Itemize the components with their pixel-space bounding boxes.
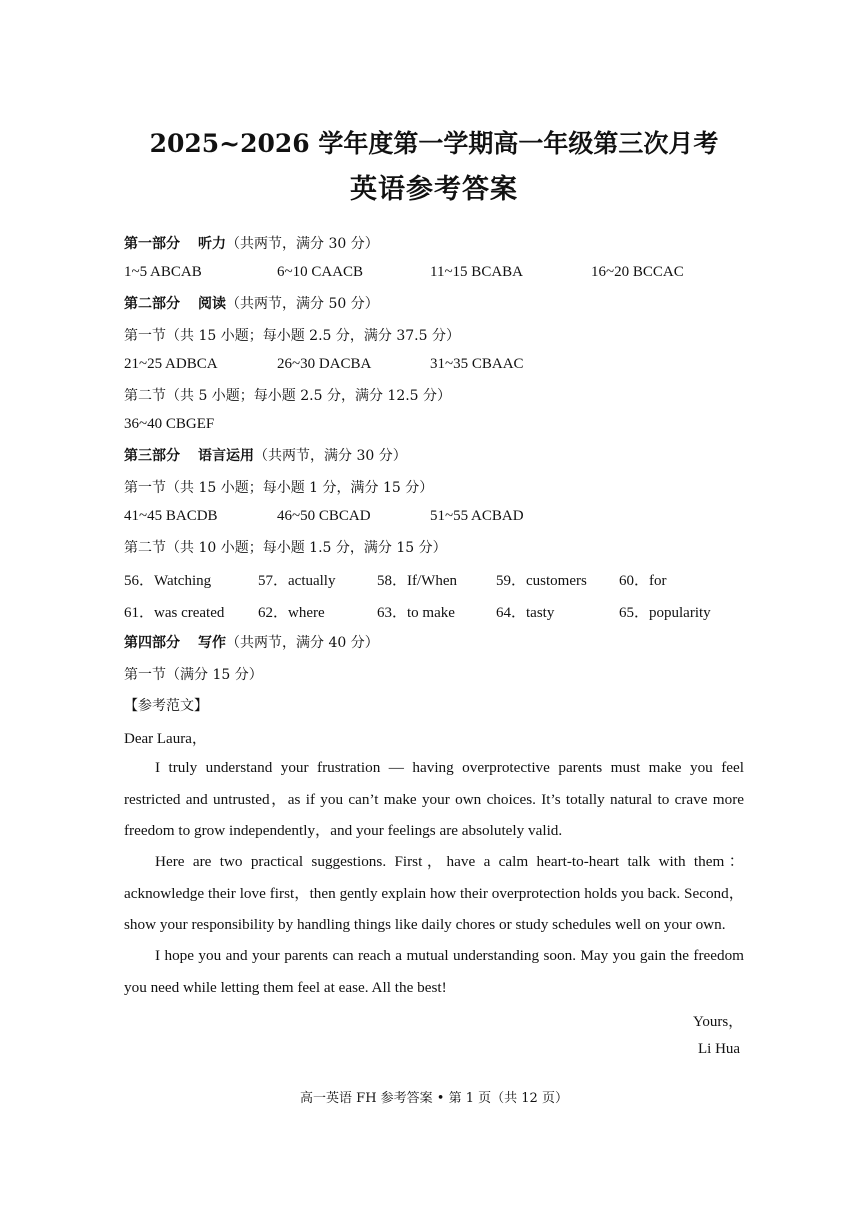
- blank-answer: 65．popularity: [619, 605, 711, 621]
- blank-answer: 63．to make: [377, 605, 455, 621]
- page-footer: 高一英语 FH 参考答案 • 第 1 页（共 12 页）: [300, 1091, 568, 1106]
- blank-answer: 60．for: [619, 573, 667, 589]
- blank-answer: 62．where: [258, 605, 325, 621]
- paragraph-text: I hope you and your parents can reach a mutual understanding soon. May you gain the freedom you need while letting them feel at ease. All the best!: [124, 947, 744, 996]
- answer-group: 16~20 BCCAC: [591, 264, 684, 280]
- blank-answer: 58．If/When: [377, 573, 457, 589]
- part1-number: 第一部分: [124, 236, 180, 252]
- part2-heading: [124, 293, 379, 313]
- part2-section2-note: 第二节（共 5 小题；每小题 2.5 分，满分 12.5 分）: [124, 388, 452, 404]
- exam-title: 2025~2026 学年度第一学期高一年级第三次月考: [149, 129, 719, 158]
- part1-heading: [124, 233, 379, 253]
- part1-note: （共两节，满分 30 分）: [226, 236, 379, 252]
- blank-answer: 61．was created: [124, 605, 225, 621]
- part3-section2-note: 第二节（共 10 小题；每小题 1.5 分，满分 15 分）: [124, 540, 447, 556]
- part2-number: 第二部分: [124, 296, 180, 312]
- part3-section1-note: 第一节（共 15 小题；每小题 1 分，满分 15 分）: [124, 480, 434, 496]
- part1-name: 听力: [198, 236, 226, 252]
- answer-group: 36~40 CBGEF: [124, 416, 215, 432]
- part3-note: （共两节，满分 30 分）: [254, 448, 407, 464]
- letter-paragraph: [124, 846, 744, 941]
- blank-answer: 59．customers: [496, 573, 587, 589]
- letter-closing: Yours，: [693, 1014, 744, 1030]
- letter-signature: Li Hua: [698, 1041, 741, 1057]
- answer-group: 1~5 ABCAB: [124, 264, 202, 280]
- blank-answer: 56．Watching: [124, 573, 212, 589]
- document-subtitle: 英语参考答案: [350, 174, 518, 205]
- letter-paragraph: [124, 752, 744, 847]
- letter-paragraph: [124, 940, 744, 1003]
- part4-name: 写作: [198, 635, 226, 651]
- part2-note: （共两节，满分 50 分）: [226, 296, 379, 312]
- part4-heading: [124, 632, 379, 652]
- part4-number: 第四部分: [124, 635, 180, 651]
- answer-group: 11~15 BCABA: [430, 264, 523, 280]
- part3-name: 语言运用: [198, 448, 254, 464]
- answer-group: 41~45 BACDB: [124, 508, 218, 524]
- paragraph-text: I truly understand your frustration — having overprotective parents must make you feel restricted and untrusted，as if you can’t make your own choices. It’s totally natural to crave more freedom to grow independently，and your feelings are absolutely valid.: [124, 759, 744, 839]
- answer-group: 6~10 CAACB: [277, 264, 364, 280]
- part2-name: 阅读: [198, 296, 226, 312]
- part3-number: 第三部分: [124, 448, 180, 464]
- answer-group: 21~25 ADBCA: [124, 356, 218, 372]
- part4-note: （共两节，满分 40 分）: [226, 635, 379, 651]
- answer-group: 46~50 CBCAD: [277, 508, 371, 524]
- paragraph-text: Here are two practical suggestions. First，have a calm heart-to-heart talk with them：acknowledge their love first，then gently explain how their overprotection holds you back. Second，show your responsibility by handling things like daily chores or study schedules well on your own.: [124, 853, 744, 933]
- letter-greeting: Dear Laura，: [124, 731, 207, 747]
- blank-answer: 57．actually: [258, 573, 336, 589]
- answer-group: 26~30 DACBA: [277, 356, 372, 372]
- answer-group: 51~55 ACBAD: [430, 508, 524, 524]
- sample-essay-label: 【参考范文】: [124, 698, 208, 714]
- part2-section1-note: 第一节（共 15 小题；每小题 2.5 分，满分 37.5 分）: [124, 328, 460, 344]
- blank-answer: 64．tasty: [496, 605, 555, 621]
- answer-group: 31~35 CBAAC: [430, 356, 524, 372]
- part3-heading: [124, 445, 407, 465]
- part4-section1-note: 第一节（满分 15 分）: [124, 667, 263, 683]
